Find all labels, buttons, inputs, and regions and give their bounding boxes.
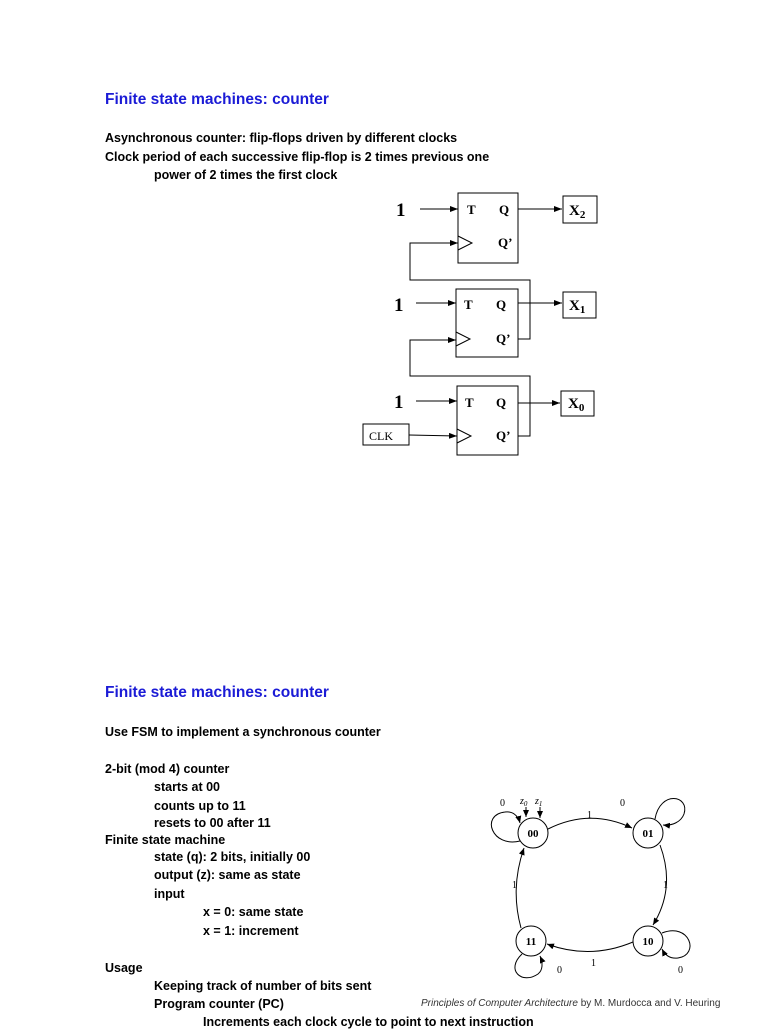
slide2-line-9: input xyxy=(154,887,185,901)
slide2-line-3: starts at 00 xyxy=(154,780,221,794)
slide1-line-2: Clock period of each successive flip-flop is 2 times previous one xyxy=(105,150,490,164)
input-one-ff2: 1 xyxy=(396,200,406,221)
input-one-ff0: 1 xyxy=(394,392,404,413)
slide2-line-12: Usage xyxy=(105,961,143,975)
slide2-line-8: output (z): same as state xyxy=(154,868,301,882)
edge-10-11-label: 1 xyxy=(591,958,596,969)
slide2-line-4: counts up to 11 xyxy=(154,799,246,813)
slide2-line-10: x = 0: same state xyxy=(203,905,304,919)
ff0-qbar: Q’ xyxy=(496,428,511,443)
slide1-title: Finite state machines: counter xyxy=(105,91,329,108)
input-one-ff1: 1 xyxy=(394,295,404,316)
out-x0-letter: X xyxy=(568,396,579,412)
out-x0-sub: 0 xyxy=(578,402,585,414)
loop-11-label: 0 xyxy=(557,965,562,976)
ff0-q: Q xyxy=(496,395,507,410)
loop-01-label: 0 xyxy=(620,798,625,809)
edge-10-11 xyxy=(547,942,633,952)
z0-letter: z xyxy=(520,796,524,807)
ff2-t: T xyxy=(467,202,476,217)
state-11-label: 11 xyxy=(525,936,537,948)
book-credit xyxy=(421,998,720,1009)
ff0-t: T xyxy=(465,395,474,410)
slide2-line-11: x = 1: increment xyxy=(203,924,299,938)
loop-11 xyxy=(515,954,542,978)
loop-10-label: 0 xyxy=(678,965,683,976)
loop-10 xyxy=(662,931,690,958)
ff2-q: Q xyxy=(499,202,510,217)
edge-11-00-label: 1 xyxy=(512,880,517,891)
ff2-qbar: Q’ xyxy=(498,235,513,250)
slide2-title: Finite state machines: counter xyxy=(105,684,329,701)
ff1-t: T xyxy=(464,297,473,312)
slide2-line-7: state (q): 2 bits, initially 00 xyxy=(154,850,311,864)
state-01-label: 01 xyxy=(642,828,654,840)
out-x2-sub: 2 xyxy=(579,209,586,221)
ff1-q: Q xyxy=(496,297,507,312)
svg-text:z1 xyxy=(534,796,542,808)
start-input-label: 0 xyxy=(500,798,505,809)
slide2-line-5: resets to 00 after 11 xyxy=(154,816,271,830)
z1-sub: 1 xyxy=(538,800,543,808)
slide2-line-13: Keeping track of number of bits sent xyxy=(154,979,372,993)
slide1-line-1: Asynchronous counter: flip-flops driven by different clocks xyxy=(105,131,458,145)
slide2-line-6: Finite state machine xyxy=(105,833,226,847)
loop-00 xyxy=(491,812,520,842)
out-x2-letter: X xyxy=(569,203,580,219)
slide1-line-3: power of 2 times the first clock xyxy=(154,168,338,182)
state-00-label: 00 xyxy=(527,828,539,840)
credit-book-title: Principles of Computer Architecture xyxy=(421,998,578,1009)
slide2-line-1: Use FSM to implement a synchronous counter xyxy=(105,725,381,739)
slide2-line-2: 2-bit (mod 4) counter xyxy=(105,762,230,776)
z1-letter: z xyxy=(535,796,539,807)
svg-text:z0 xyxy=(519,796,528,808)
out-x1-letter: X xyxy=(569,298,580,314)
loop-01 xyxy=(655,799,685,826)
state-10-label: 10 xyxy=(642,936,654,948)
edge-01-10-label: 1 xyxy=(663,880,668,891)
slide2-line-15: Increments each clock cycle to point to next instruction xyxy=(203,1015,534,1029)
z0-sub: 0 xyxy=(523,800,528,808)
edge-11-00 xyxy=(516,848,524,928)
clk-label: CLK xyxy=(369,429,393,443)
slide2-line-14: Program counter (PC) xyxy=(154,997,284,1011)
edge-00-01-label: 1 xyxy=(587,810,592,821)
credit-authors: by M. Murdocca and V. Heuring xyxy=(577,998,721,1009)
ff1-qbar: Q’ xyxy=(496,331,511,346)
out-x1-sub: 1 xyxy=(579,304,586,316)
